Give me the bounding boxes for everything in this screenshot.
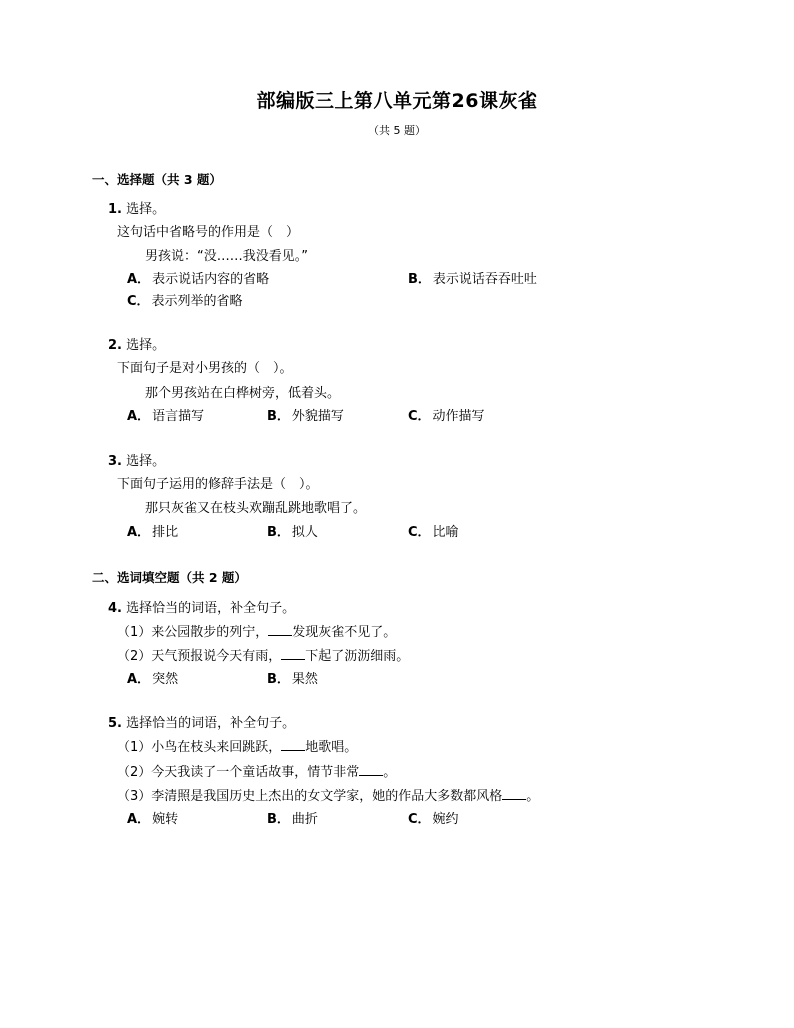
option-text: 比喻 <box>432 525 459 540</box>
option-letter: C． <box>408 525 431 540</box>
question-3-header <box>108 450 165 469</box>
option-text: 动作描写 <box>432 409 485 424</box>
answer-blank[interactable] <box>281 738 305 751</box>
option-letter: A． <box>127 272 151 287</box>
option-letter: B． <box>267 672 290 687</box>
question-number: 4. <box>108 601 122 616</box>
item-index: （3） <box>117 789 152 804</box>
item-text-before: 小鸟在枝头来回跳跃， <box>151 740 282 755</box>
option-letter: C． <box>408 409 431 424</box>
option-text: 表示说话吞吞吐吐 <box>432 272 537 287</box>
option-letter: A． <box>127 812 151 827</box>
section-heading-fill: 二、选词填空题（共 2 题） <box>92 570 247 585</box>
question-5-item-2 <box>117 761 396 780</box>
question-title: 选择恰当的词语，补全句子。 <box>126 716 296 731</box>
question-5-item-3 <box>117 785 539 804</box>
option-text: 拟人 <box>291 525 318 540</box>
answer-blank[interactable] <box>502 787 526 800</box>
item-text-before: 天气预报说今天有雨， <box>151 649 282 664</box>
item-index: （2） <box>117 765 152 780</box>
option-letter: B． <box>408 272 431 287</box>
question-4-item-1 <box>117 621 396 640</box>
question-4-header <box>108 597 295 616</box>
item-text-after: 下起了沥沥细雨。 <box>305 649 410 664</box>
option-letter: B． <box>267 525 290 540</box>
option-letter: C． <box>127 294 150 309</box>
option-letter: B． <box>267 409 290 424</box>
answer-blank[interactable] <box>359 763 383 776</box>
option-letter: A． <box>127 672 151 687</box>
item-text-after: 地歌唱。 <box>305 740 358 755</box>
question-2-header <box>108 334 165 353</box>
answer-blank[interactable] <box>281 647 305 660</box>
option-letter: C． <box>408 812 431 827</box>
item-text-after: 发现灰雀不见了。 <box>292 625 397 640</box>
question-2-option-a[interactable] <box>127 405 204 424</box>
question-3-quote: 那只灰雀又在枝头欢蹦乱跳地歌唱了。 <box>145 501 367 516</box>
option-text: 排比 <box>152 525 179 540</box>
item-index: （2） <box>117 649 152 664</box>
question-1-option-c[interactable] <box>127 290 243 309</box>
item-text-before: 今天我读了一个童话故事，情节非常 <box>151 765 360 780</box>
question-5-option-c[interactable] <box>408 808 459 827</box>
option-text: 突然 <box>152 672 179 687</box>
item-text-before: 来公园散步的列宁， <box>151 625 269 640</box>
question-number: 5. <box>108 716 122 731</box>
item-index: （1） <box>117 625 152 640</box>
question-number: 2. <box>108 338 122 353</box>
item-text-before: 李清照是我国历史上杰出的女文学家，她的作品大多数都风格 <box>151 789 503 804</box>
question-5-item-1 <box>117 736 357 755</box>
question-1-option-a[interactable] <box>127 268 269 287</box>
question-title: 选择。 <box>126 454 166 469</box>
question-5-header <box>108 712 295 731</box>
option-text: 表示说话内容的省略 <box>152 272 270 287</box>
question-3-option-a[interactable] <box>127 521 178 540</box>
question-number: 1. <box>108 202 122 217</box>
question-3-option-b[interactable] <box>267 521 318 540</box>
question-3-option-c[interactable] <box>408 521 459 540</box>
question-1-quote: 男孩说：“没……我没看见。” <box>145 249 308 264</box>
option-text: 婉约 <box>432 812 459 827</box>
question-1-stem: 这句话中省略号的作用是（ ） <box>117 225 300 240</box>
question-number: 3. <box>108 454 122 469</box>
question-title: 选择。 <box>126 338 166 353</box>
option-text: 婉转 <box>152 812 179 827</box>
question-2-option-c[interactable] <box>408 405 485 424</box>
answer-blank[interactable] <box>268 623 292 636</box>
section-heading-choice: 一、选择题（共 3 题） <box>92 172 222 187</box>
page-title: 部编版三上第八单元第26课灰雀 <box>256 90 538 112</box>
question-3-stem: 下面句子运用的修辞手法是（ ）。 <box>117 477 319 492</box>
item-index: （1） <box>117 740 152 755</box>
question-2-option-b[interactable] <box>267 405 344 424</box>
option-text: 表示列举的省略 <box>151 294 243 309</box>
option-text: 外貌描写 <box>291 409 344 424</box>
option-text: 语言描写 <box>152 409 205 424</box>
option-letter: A． <box>127 409 151 424</box>
question-5-option-b[interactable] <box>267 808 318 827</box>
option-letter: B． <box>267 812 290 827</box>
question-4-item-2 <box>117 645 409 664</box>
question-4-option-b[interactable] <box>267 668 318 687</box>
question-2-stem: 下面句子是对小男孩的（ ）。 <box>117 361 293 376</box>
option-letter: A． <box>127 525 151 540</box>
item-text-after: 。 <box>526 789 540 804</box>
question-1-header <box>108 198 165 217</box>
option-text: 曲折 <box>291 812 318 827</box>
question-title: 选择。 <box>126 202 166 217</box>
question-2-quote: 那个男孩站在白桦树旁，低着头。 <box>145 386 341 401</box>
option-text: 果然 <box>291 672 318 687</box>
question-4-option-a[interactable] <box>127 668 178 687</box>
item-text-after: 。 <box>383 765 397 780</box>
question-title: 选择恰当的词语，补全句子。 <box>126 601 296 616</box>
question-5-option-a[interactable] <box>127 808 178 827</box>
question-1-option-b[interactable] <box>408 268 537 287</box>
page-subtitle: （共 5 题） <box>368 124 426 137</box>
